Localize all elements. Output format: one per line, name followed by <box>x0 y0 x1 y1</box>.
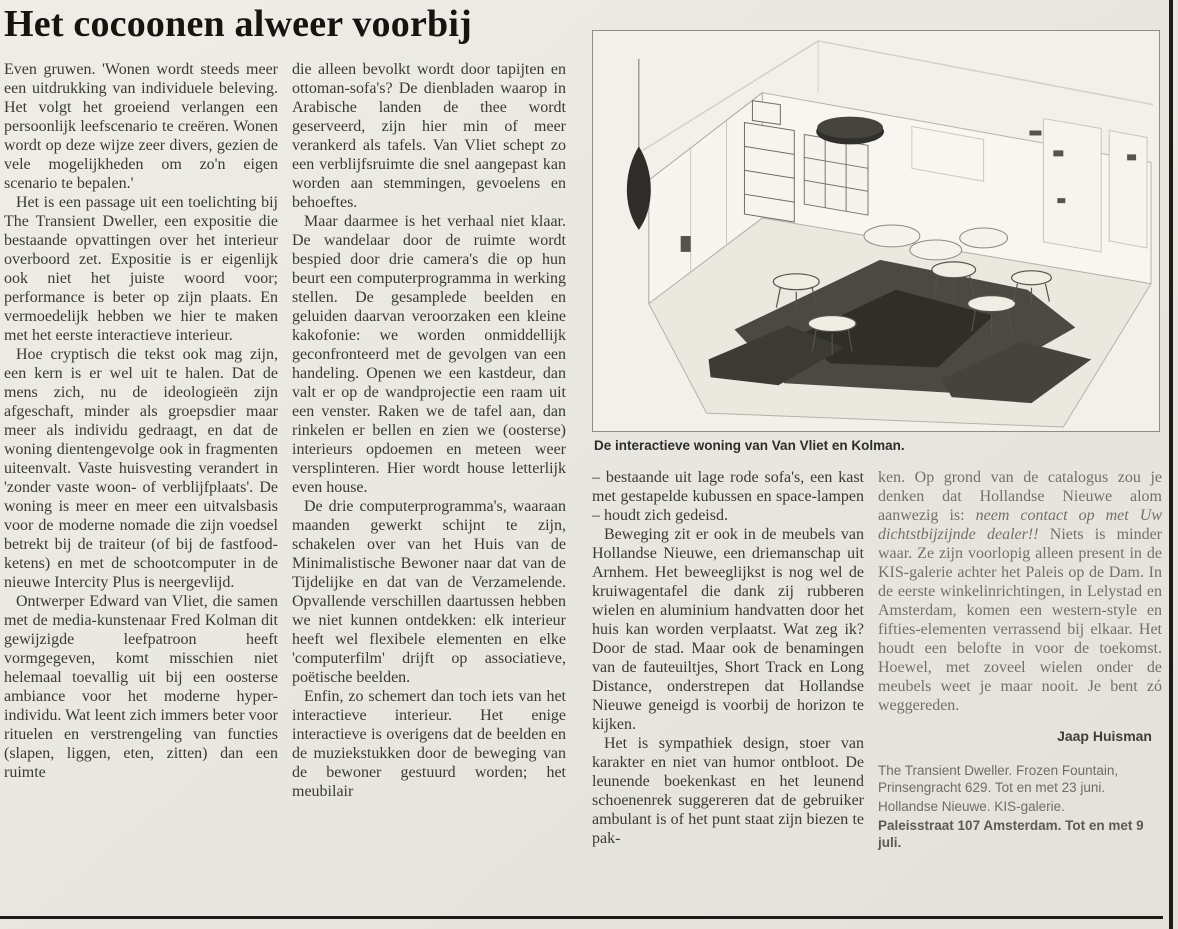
text-column-4 <box>878 468 1162 853</box>
article-paragraph: die alleen bevolkt wordt door tapijten en ottoman-sofa's? De dienbladen waarop in Arabische landen de thee wordt geserveerd, zijn hier min of meer verankerd als tafels. Van Vliet schept zo een verblijfsruimte die snel aangepast kan worden aan stemmingen, gevoelens en behoeftes. <box>292 61 566 211</box>
crate-cabinet <box>804 134 868 215</box>
dealer-phrase-italic: neem contact op met Uw dichtstbijzijnde dealer!! <box>878 507 1162 543</box>
image-caption: De interactieve woning van Van Vliet en Kolman. <box>594 438 905 453</box>
article-paragraph: Het is sympathiek design, stoer van karakter en niet van humor ontbloot. De leunende boekenkast en het leunend schoenenrek suggereren dat de gebruiker ambulant is of het punt staat zijn biezen te pak- <box>592 735 864 847</box>
paragraph-text: ken. Op grond van de catalogus zou je denken dat Hollandse Nieuwe alom aanwezig is: <box>878 469 1162 524</box>
article-paragraph: Even gruwen. 'Wonen wordt steeds meer een uitdrukking van individuele beleving. Het volgt het groeiend verlangen een persoonlijk leefscenario te creëren. Wonen wordt op deze wijze zeer divers, gezien de vele mogelijkheden om zo'n eigen scenario te bepalen.' <box>4 61 278 192</box>
interior-illustration <box>592 30 1160 432</box>
article-paragraph: Maar daarmee is het verhaal niet klaar. De wandelaar door de ruimte wordt bespied door drie camera's die op hun beurt een computerprogramma in werking stellen. De gesamplede beelden en geluiden daarvan veroorzaken een kleine kakofonie: we worden onmiddellijk geconfronteerd met de gevolgen van een handeling. Openen we een kastdeur, dan valt er op de wandprojectie een raam uit een venster. Raken we de tafel aan, dan rinkelen er bellen en zien we (oosterse) interieurs opdoemen en meteen weer versplinteren. Hier wordt house letterlijk even house. <box>292 213 566 496</box>
page-edge-rule <box>1169 0 1173 929</box>
ceiling-disc <box>816 117 884 145</box>
listing-hollandse-nieuwe: Hollandse Nieuwe. KIS-galerie. <box>878 799 1065 814</box>
exhibition-listings <box>878 762 1162 851</box>
article-paragraph <box>878 468 1162 715</box>
article-paragraph: – bestaande uit lage rode sofa's, een kast met gestapelde kubussen en space-lampen – houdt zich gedeisd. <box>592 469 864 524</box>
article-paragraph: Enfin, zo schemert dan toch iets van het interactieve interieur. Het enige interactieve is overigens dat de beelden en de muziekstukken door de beweging van de bewoner gestuurd worden; het meubilair <box>292 688 566 800</box>
article-paragraph: De drie computerprogramma's, waaraan maanden gewerkt schijnt te zijn, schakelen over van het Huis van de Minimalistische Bewoner naar dat van de Tijdelijke en dat van de Verzamelende. Opvallende verschillen daartussen hebben we niet kunnen ontdekken: elk interieur heeft wel flexibele elementen en elke 'computerfilm' drijft op associatieve, poëtische beelden. <box>292 498 566 686</box>
listing-address: Paleisstraat 107 Amsterdam. Tot en met 9 juli. <box>878 818 1144 850</box>
interior-drawing <box>593 31 1159 431</box>
text-column-3 <box>592 468 864 848</box>
byline: Jaap Huisman <box>1057 728 1152 744</box>
article-paragraph: Beweging zit er ook in de meubels van Hollandse Nieuwe, een driemanschap uit Arnhem. Het beweeglijkst is nog wel de kruiwagentafel die dank zij rubberen wielen en aluminium handvatten door het huis kan worden verplaatst. Wat zeg ik? Door de stad. Maar ook de benamingen van de fauteuiltjes, Short Track en Long Distance, onderstrepen dat Hollandse Nieuwe geneigd is voorbij de horizon te kijken. <box>592 526 864 733</box>
text-column-2 <box>292 60 566 801</box>
right-wall-panels <box>1043 119 1147 252</box>
listing-transient-dweller: The Transient Dweller. Frozen Fountain, Prinsengracht 629. Tot en met 23 juni. <box>878 763 1119 795</box>
article-paragraph: Hoe cryptisch die tekst ook mag zijn, een kern is er wel uit te halen. Dat de mens zich, nu de ideologieën zijn afgeschaft, minder als groepsdier maar meer als individu gedraagt, en dat de woning dientengevolge ook in fragmenten uiteenvalt. Vaste huisvesting verandert in 'zonder vaste woon- of verblijfplaats'. De woning is meer en meer een uitvalsbasis voor de moderne nomade die zijn voedsel betrekt bij de traiteur (of bij de fastfood-ketens) en met de schootcomputer in de nieuwe Intercity Plus is neergevlijd. <box>4 346 278 591</box>
article-paragraph: Het is een passage uit een toelichting bij The Transient Dweller, een expositie die bestaande opvattingen over het interieur overboord zet. Expositie is er eigenlijk ook niet het juiste woord voor; performance is beter op zijn plaats. En vermoedelijk hebben we hier te maken met het eerste interactieve interieur. <box>4 194 278 344</box>
headline: Het cocoonen alweer voorbij <box>4 3 472 45</box>
bottom-rule <box>0 916 1163 919</box>
paragraph-text: Niets is minder waar. Ze zijn voorlopig alleen present in de KIS-galerie achter het Paleis op de Dam. In de eerste winkelinrichtingen, in Lelystad en Amsterdam, komen een western-style en fifties-elementen verrassend bij elkaar. Het houdt een belofte in voor de toekomst. Hoewel, met zoveel wielen onder de meubels weet je maar nooit. Je bent zó weggereden. <box>878 526 1163 714</box>
article-paragraph: Ontwerper Edward van Vliet, die samen met de media-kunstenaar Fred Kolman dit gewijzigde leefpatroon heeft vormgegeven, komt misschien niet helemaal toevallig uit bij een oosterse ambiance voor het moderne hyper-individu. Wat leent zich immers beter voor rituelen en verstrengeling van functies (slapen, liggen, eten, zitten) dan een ruimte <box>4 593 278 781</box>
text-column-1 <box>4 60 278 782</box>
